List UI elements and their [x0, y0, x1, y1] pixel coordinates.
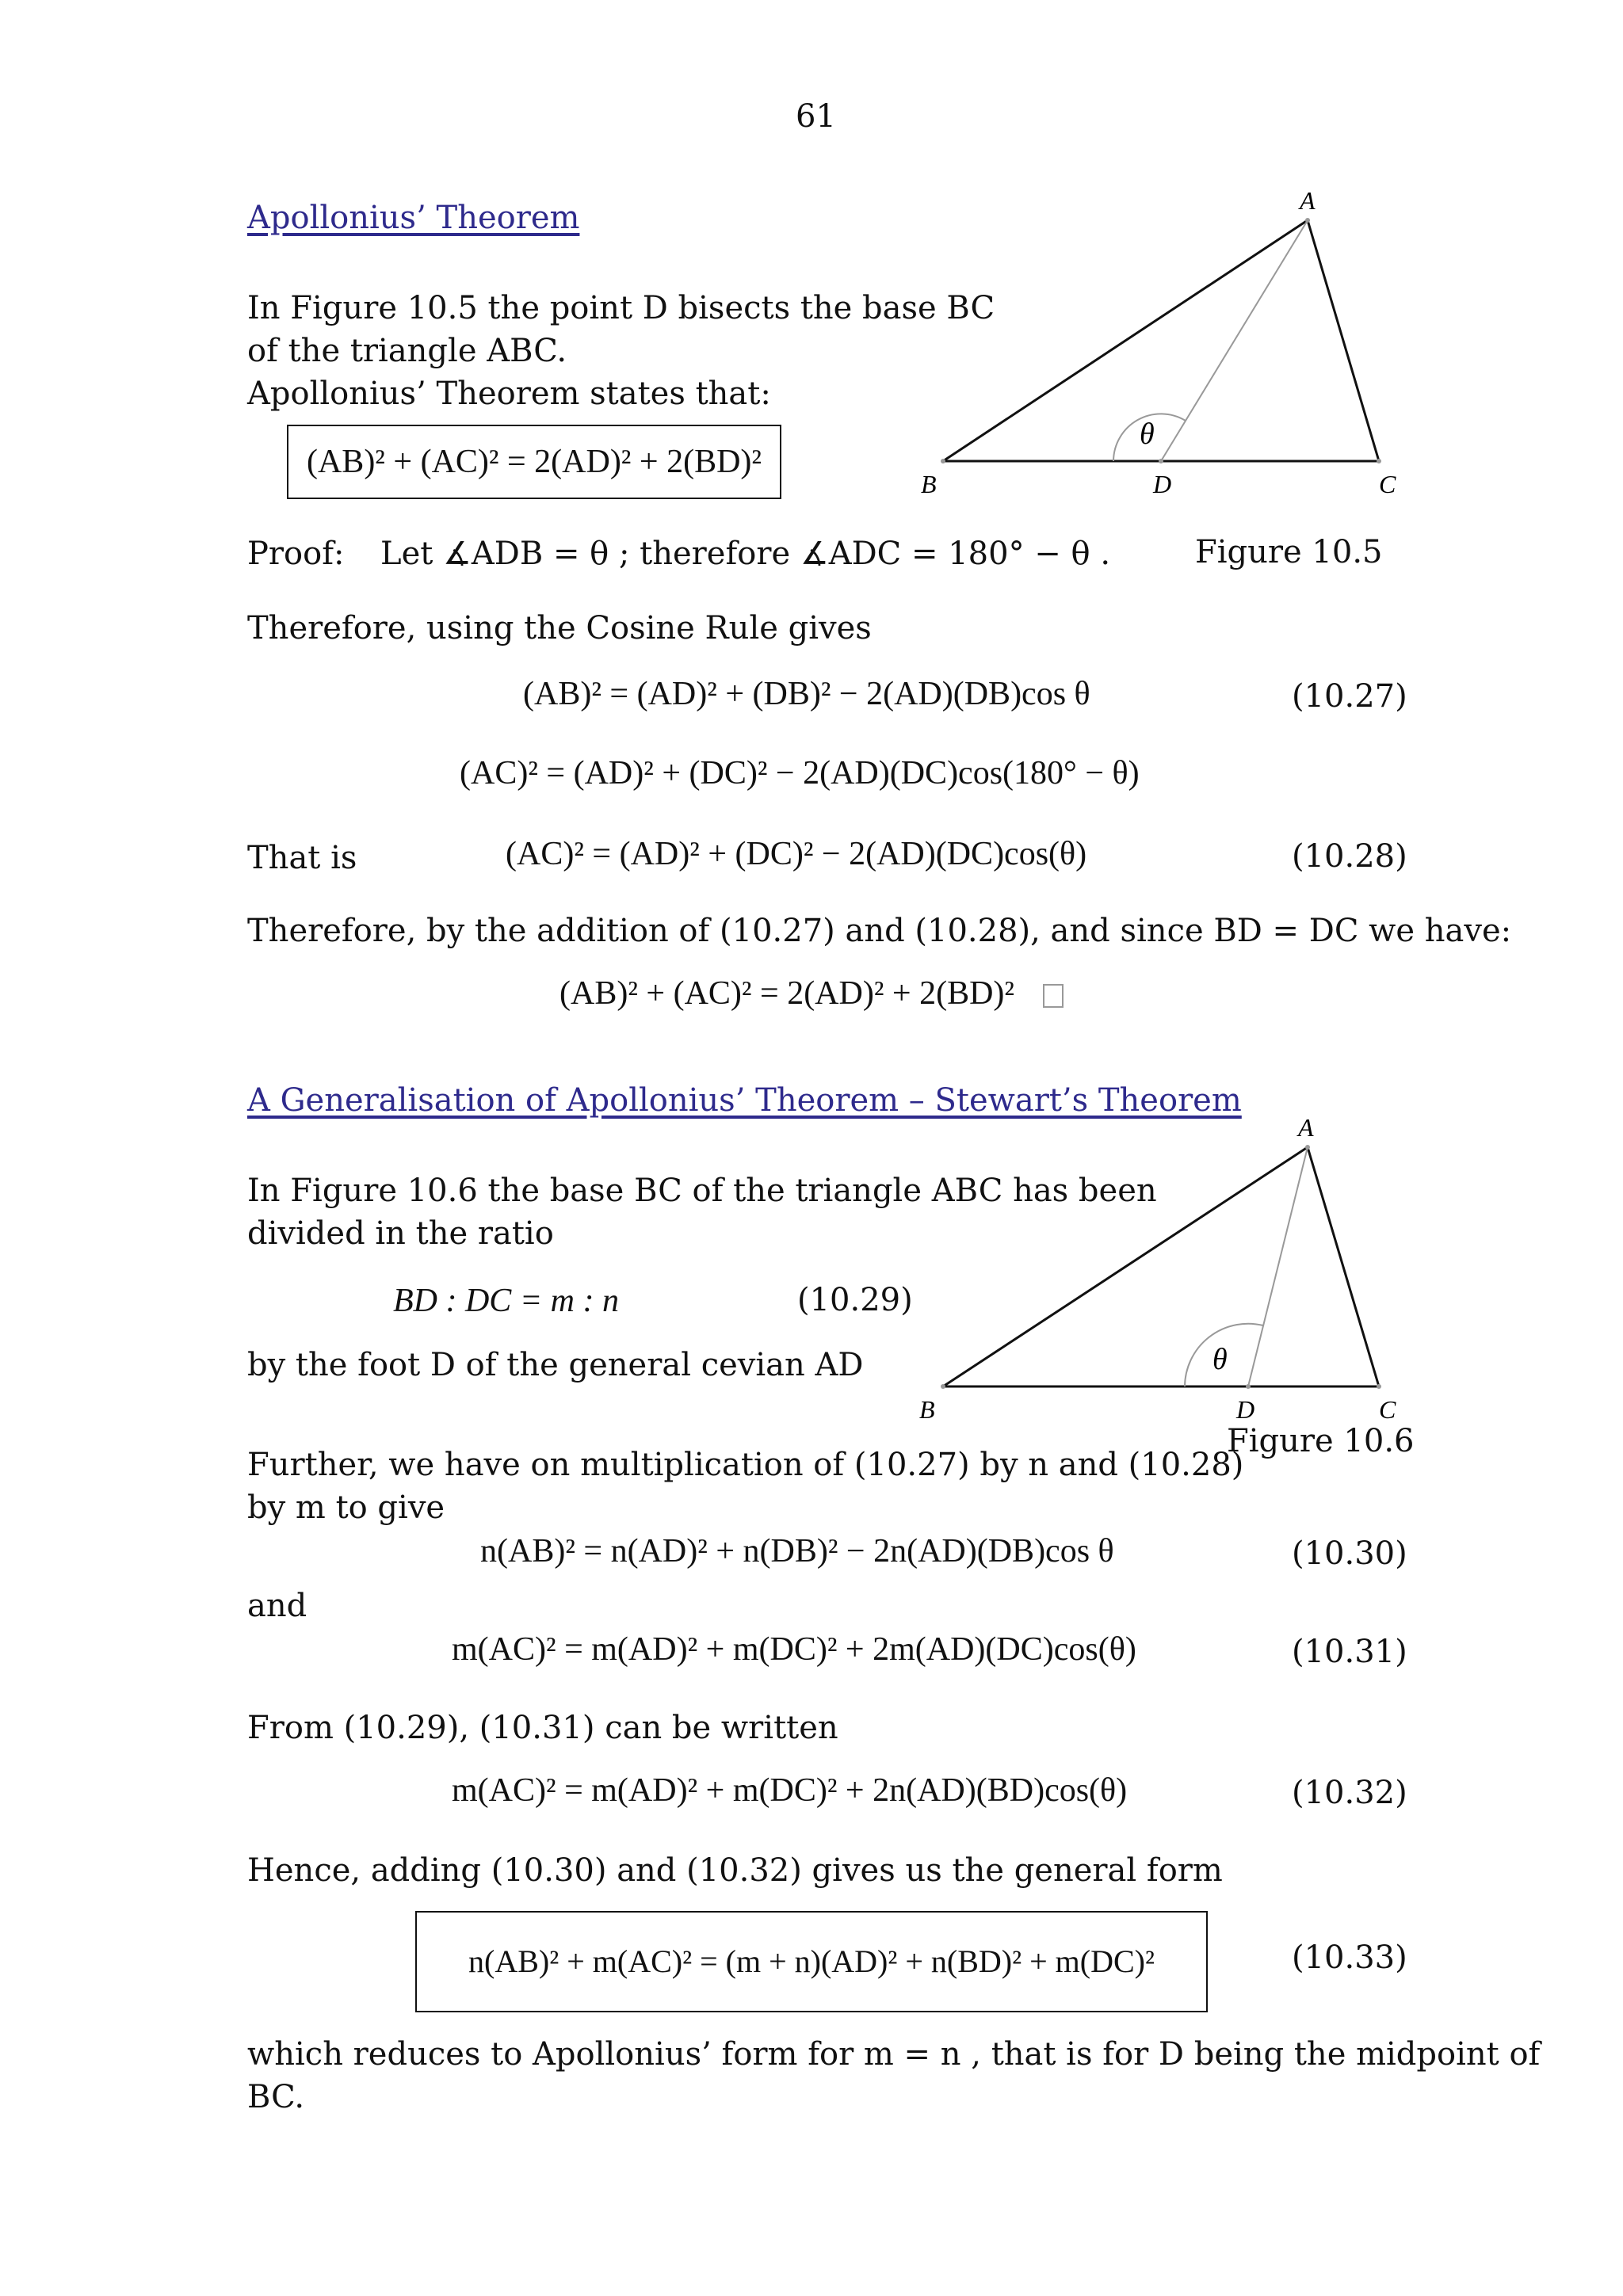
fig5-label-c: C — [1379, 470, 1396, 498]
cosine-rule-intro: Therefore, using the Cosine Rule gives — [247, 610, 872, 646]
equation-number-10-31: (10.31) — [1292, 1634, 1407, 1670]
and-label: and — [247, 1588, 307, 1624]
equation-number-10-33: (10.33) — [1292, 1939, 1407, 1976]
section-heading-apollonius[interactable]: Apollonius’ Theorem — [247, 200, 580, 236]
qed-box-icon — [1043, 984, 1064, 1008]
reduces-line-1: which reduces to Apollonius’ form for m = n , that is for D being the midpoint of — [247, 2036, 1541, 2073]
from-text: From (10.29), (10.31) can be written — [247, 1710, 838, 1746]
cevian-text: by the foot D of the general cevian AD — [247, 1347, 864, 1383]
section-heading-stewart[interactable]: A Generalisation of Apollonius’ Theorem – Stewart’s Theorem — [247, 1082, 1242, 1119]
fig5-label-a: A — [1300, 186, 1316, 215]
equation-10-30: n(AB)² = n(AD)² + n(DB)² − 2n(AD)(DB)cos θ — [480, 1533, 1114, 1569]
equation-number-10-29: (10.29) — [797, 1282, 913, 1318]
intro-line-2: of the triangle ABC. — [247, 333, 567, 369]
addition-text: Therefore, by the addition of (10.27) and (10.28), and since BD = DC we have: — [247, 913, 1512, 949]
intro-line-1: In Figure 10.5 the point D bisects the base BC — [247, 290, 995, 326]
equation-number-10-27: (10.27) — [1292, 678, 1407, 715]
fig5-label-b: B — [921, 470, 937, 498]
equation-number-10-32: (10.32) — [1292, 1775, 1407, 1811]
multiplication-line-1: Further, we have on multiplication of (10.27) by n and (10.28) — [247, 1447, 1244, 1483]
equation-10-27: (AB)² = (AD)² + (DB)² − 2(AD)(DB)cos θ — [523, 676, 1090, 712]
conclusion-equation — [559, 974, 1064, 1013]
boxed-theorem — [287, 425, 781, 499]
fig6-label-b: B — [919, 1395, 935, 1424]
that-is-label: That is — [247, 840, 357, 876]
equation-10-32: m(AC)² = m(AD)² + m(DC)² + 2n(AD)(BD)cos(θ) — [452, 1772, 1128, 1809]
boxed-stewart-theorem — [415, 1911, 1208, 2012]
equation-intermediate: (AC)² = (AD)² + (DC)² − 2(AD)(DC)cos(180° − θ) — [460, 755, 1140, 791]
figure-10-5-caption: Figure 10.5 — [1195, 534, 1383, 570]
multiplication-line-2: by m to give — [247, 1489, 445, 1526]
reduces-line-2: BC. — [247, 2079, 305, 2115]
hence-text: Hence, adding (10.30) and (10.32) gives us the general form — [247, 1852, 1223, 1889]
figure-10-5 — [888, 174, 1442, 507]
equation-10-31: m(AC)² = m(AD)² + m(DC)² + 2m(AD)(DC)cos(θ) — [452, 1631, 1136, 1668]
stewart-intro-line-1: In Figure 10.6 the base BC of the triangle ABC has been — [247, 1173, 1157, 1209]
equation-10-33: n(AB)² + m(AC)² = (m + n)(AD)² + n(BD)² + m(DC)² — [468, 1943, 1155, 1979]
equation-number-10-30: (10.30) — [1292, 1535, 1407, 1572]
figure-10-6 — [888, 1101, 1442, 1434]
fig6-label-c: C — [1379, 1395, 1396, 1424]
page-number: 61 — [796, 98, 836, 135]
equation-number-10-28: (10.28) — [1292, 838, 1407, 875]
proof-label: Proof: — [247, 536, 345, 572]
intro-line-3: Apollonius’ Theorem states that: — [247, 376, 771, 412]
conclusion-equation-text: (AB)² + (AC)² = 2(AD)² + 2(BD)² — [559, 975, 1015, 1012]
proof-text: Let ∡ADB = θ ; therefore ∡ADC = 180° − θ . — [380, 536, 1111, 572]
boxed-theorem-text: (AB)² + (AC)² = 2(AD)² + 2(BD)² — [306, 444, 762, 480]
fig6-label-theta: θ — [1212, 1343, 1228, 1376]
ratio-equation: BD : DC = m : n — [393, 1283, 619, 1319]
fig6-label-d: D — [1236, 1395, 1255, 1424]
fig5-label-theta: θ — [1140, 418, 1155, 451]
equation-10-28: (AC)² = (AD)² + (DC)² − 2(AD)(DC)cos(θ) — [506, 836, 1087, 872]
fig6-label-a: A — [1298, 1113, 1314, 1142]
stewart-intro-line-2: divided in the ratio — [247, 1215, 554, 1252]
fig5-label-d: D — [1153, 470, 1172, 498]
figure-10-6-caption: Figure 10.6 — [1227, 1423, 1415, 1459]
